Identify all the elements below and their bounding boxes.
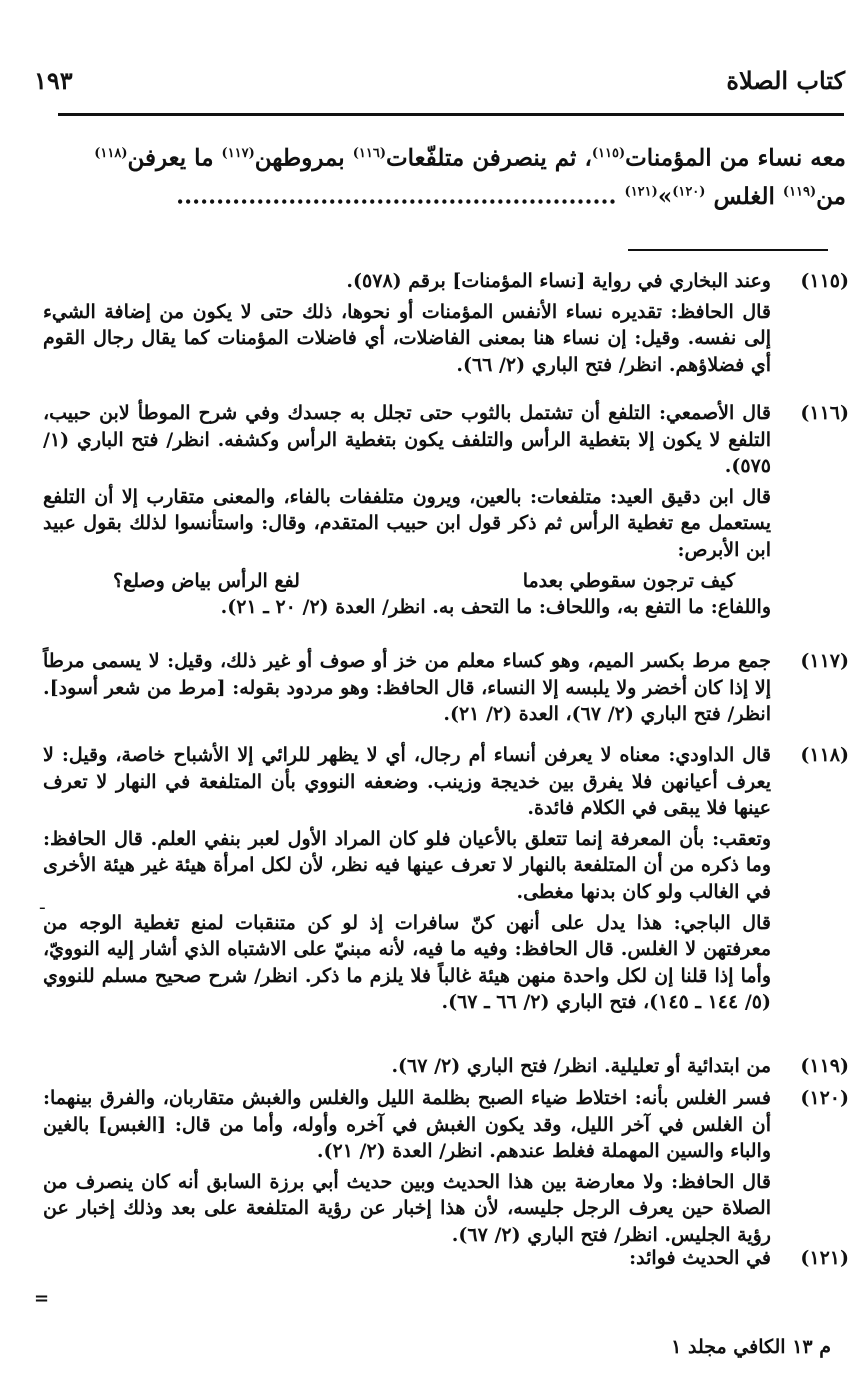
header-rule — [58, 113, 844, 116]
footnote-number: (١١٥) — [800, 270, 849, 292]
running-header-title: كتاب الصلاة — [726, 66, 845, 95]
footnote-item — [43, 1085, 849, 1253]
text-run: من — [816, 182, 846, 210]
footnote-ref: (١٢١) — [624, 184, 658, 199]
footnote-item — [43, 400, 849, 625]
footnote-paragraph: قال الباجي: هذا يدل على أنهن كنّ سافرات إذ لو كن متنقبات لمنع تغطية الوجه من معرفتهن لا الغلس. قال الحافظ: وفيه ما فيه، لأنه مبنيّ على الاشتباه الذي أشار إليه النوويّ، وأما إذا قلنا إن لكل واحدة منهن هيئة غالباً فلا يلزم ما ذكر. انظر/ شرح صحيح مسلم للنووي (٥/ ١٤٤ ـ ١٤٥)، فتح الباري (٢/ ٦٦ ـ ٦٧). — [43, 911, 771, 1014]
hadith-text-line-2-content — [625, 183, 846, 210]
footnote-paragraph: قال ابن دقيق العيد: متلفعات: بالعين، ويرون متلففات بالفاء، والمعنى متقارب إلا أن التلفع يستعمل مع تغطية الرأس ثم ذكر قول ابن حبيب المتقدم، وقال: واستأنسوا لذلك بقول عبيد ابن الأبرص: — [43, 485, 771, 561]
footnote-paragraph: قال الحافظ: ولا معارضة بين هذا الحديث وبين حديث أبي برزة السابق أنه كان ينصرف من الصلاة حين يعرف الرجل جليسه، لأن هذا إخبار عن رؤية المتلفعة على بعد وذلك إخبار عن رؤية الجليس. انظر/ فتح الباري (٢/ ٦٧). — [43, 1170, 771, 1246]
footnote-number: (١١٨) — [800, 744, 849, 766]
page-number: ١٩٣ — [34, 66, 73, 95]
footnote-item — [43, 268, 849, 382]
footnote-paragraph: من ابتدائية أو تعليلية. انظر/ فتح الباري (٢/ ٦٧). — [391, 1055, 771, 1077]
hadith-text-line-2 — [50, 174, 846, 215]
signature-line: م ١٣ الكافي مجلد ١ — [671, 1336, 831, 1358]
hadith-text-line-1 — [50, 136, 846, 177]
footnote-number: (١٢٠) — [800, 1087, 849, 1109]
footnote-paragraph: قال الحافظ: تقديره نساء الأنفس المؤمنات أو نحوها، ذلك حتى لا يكون من إضافة الشيء إلى نفسه. وقيل: إن نساء هنا بمعنى الفاضلات، أي فاضلات المؤمنات كما يقال رجال القوم أي فضلاؤهم. انظر/ فتح الباري (٢/ ٦٦). — [43, 300, 771, 376]
footnote-number: (١١٧) — [800, 650, 849, 672]
footnote-body — [43, 1245, 771, 1272]
footnote-body — [43, 648, 771, 728]
footnote-paragraph: وعند البخاري في رواية [نساء المؤمنات] برقم (٥٧٨). — [346, 270, 771, 292]
poem-hemistich: لفع الرأس بياض وصلع؟ — [113, 569, 300, 592]
footnote-ref: (١٢٠) — [672, 184, 706, 199]
footnote-paragraph: جمع مرط بكسر الميم، وهو كساء معلم من خز أو صوف أو غير ذلك، وقيل: لا يسمى مرطاً إلا إذا كان أخضر ولا يلبسه إلا النساء، قال الحافظ: وهو مردود بقوله: [مرط من شعر أسود]. انظر/ فتح الباري (٢/ ٦٧)، العدة (٢/ ٢١). — [43, 650, 771, 726]
footnote-item — [43, 742, 849, 1020]
footnote-ref: (١١٧) — [221, 146, 255, 161]
text-run: الغلس — [705, 182, 783, 210]
footnote-number: (١٢١) — [800, 1247, 849, 1269]
text-run: بمروطهن — [254, 144, 353, 172]
footnote-ref: (١١٦) — [352, 146, 386, 161]
footnote-paragraph: قال الأصمعي: التلفع أن تشتمل بالثوب حتى تجلل به جسدك وفي شرح الموطأ لابن حبيب، التلفع لا يكون إلا بتغطية الرأس والتلفف يكون بتغطية الرأس وكشفه. انظر/ فتح الباري (١/ ٥٧٥). — [43, 402, 771, 478]
footnote-number: (١١٩) — [800, 1055, 849, 1077]
footnote-item — [43, 1053, 849, 1084]
footnote-paragraph: وتعقب: بأن المعرفة إنما تتعلق بالأعيان فلو كان المراد الأول لعبر بنفي العلم. قال الحافظ: وما ذكره من أن المتلفعة بالنهار لا تعرف عينها فيه نظر، لأن لكل امرأة هيئة غير هيئة الأخرى في الغالب ولو كان بدنها مغطى. — [43, 827, 771, 903]
margin-mark: = — [34, 1288, 50, 1309]
footnote-item — [43, 1245, 849, 1276]
footnote-paragraph: في الحديث فوائد: — [629, 1247, 771, 1269]
text-run: معه نساء من المؤمنات — [625, 144, 846, 172]
footnote-separator — [628, 249, 828, 251]
poem-hemistich: كيف ترجون سقوطي بعدما — [522, 569, 735, 592]
footnote-body — [43, 1053, 771, 1080]
footnote-body — [43, 400, 771, 621]
footnote-number: (١١٦) — [800, 402, 849, 424]
poem-verse — [43, 568, 771, 595]
footnote-body — [43, 742, 771, 1016]
footnote-item — [43, 648, 849, 732]
footnote-paragraph: واللفاع: ما التفع به، واللحاف: ما التحف به. انظر/ العدة (٢/ ٢٠ ـ ٢١). — [220, 596, 771, 619]
continuation-dots: ....................................................... — [176, 182, 617, 210]
footnote-paragraph: قال الداودي: معناه لا يعرفن أنساء أم رجال، أي لا يظهر للرائي إلا الأشباح خاصة، وقيل: لا يعرف أعيانهن فلا يفرق بين خديجة وزينب. وضعفه النووي بأن المتلفعة في النهار لا تعرف عينها فلا يبقى في الكلام فائدة. — [43, 744, 771, 820]
text-run: » — [657, 182, 673, 210]
text-run: ، ثم ينصرفن متلفّعات — [385, 144, 592, 172]
footnote-ref: (١١٨) — [94, 146, 128, 161]
footnote-ref: (١١٩) — [782, 184, 817, 199]
footnote-body — [43, 268, 771, 378]
text-run: ما يعرفن — [127, 144, 222, 172]
margin-dash: ـ — [40, 894, 45, 913]
footnote-ref: (١١٥) — [591, 146, 626, 161]
footnote-body — [43, 1085, 771, 1249]
footnote-paragraph: فسر الغلس بأنه: اختلاط ضياء الصبح بظلمة الليل والغلس والغبش متقاربان، والفرق بينهما: أن الغلس في آخر الليل، وقد يكون الغبش في آخره وأوله، وأما من قال: [الغبس] بالغين والباء والسين المهملة فغلط عندهم. انظر/ العدة (٢/ ٢١). — [43, 1087, 771, 1163]
